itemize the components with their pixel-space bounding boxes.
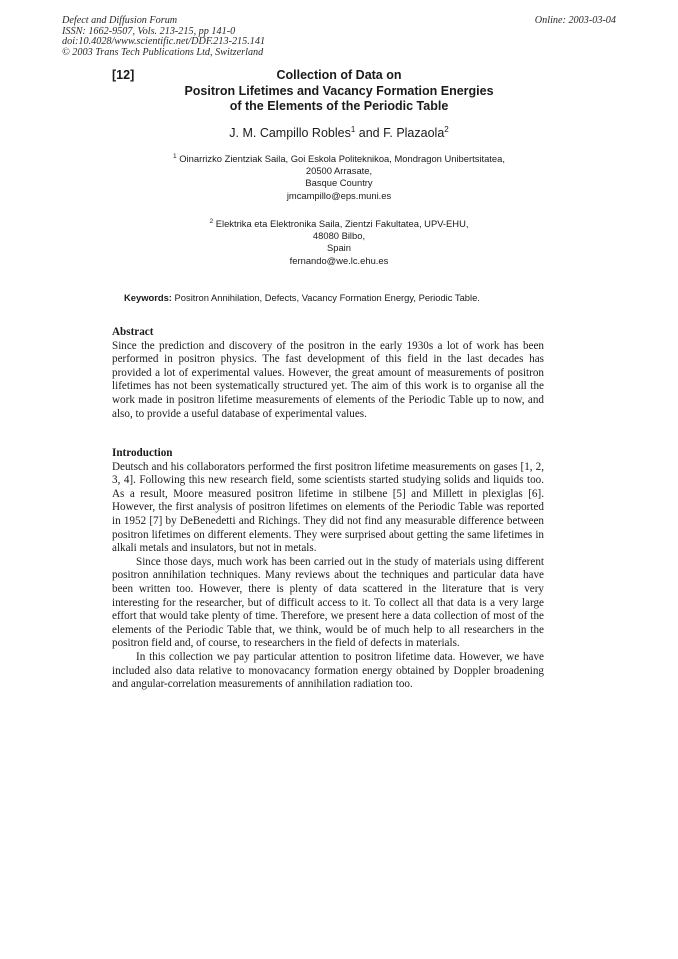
affiliation-city: 20500 Arrasate,	[305, 165, 373, 177]
author-name: J. M. Campillo Robles	[229, 126, 351, 140]
affiliation-mark: 2	[444, 124, 449, 134]
section-heading: Abstract	[112, 326, 154, 338]
affiliation-2	[112, 218, 566, 267]
copyright-line: © 2003 Trans Tech Publications Ltd, Switzerland	[62, 46, 264, 58]
abstract-section	[112, 326, 544, 421]
affiliation-email: jmcampillo@eps.muni.es	[286, 189, 392, 201]
title-line: Collection of Data on	[276, 68, 402, 82]
issn-line: ISSN: 1662-9507, Vols. 213-215, pp 141-0	[62, 25, 236, 37]
affiliation-email: fernando@we.lc.ehu.es	[289, 254, 389, 266]
reference-number: [12]	[112, 68, 135, 82]
affiliation-country: Spain	[327, 242, 351, 254]
journal-header	[62, 16, 422, 58]
online-date: Online: 2003-03-04	[534, 15, 616, 26]
keywords-text: Positron Annihilation, Defects, Vacancy Formation Energy, Periodic Table.	[174, 292, 480, 303]
body-paragraph: Since those days, much work has been carried out in the study of materials using different positron annihilation techniques. Many reviews about the techniques and particular data have been written too. However, there is plenty of data scattered in the literature that is very interesting for the researcher, but of difficult access to it. To collect all that data is a very large effort that would take plenty of time. Therefore, we present here a data collection of most of the elements of the Periodic Table that, we think, would be of much help to all researchers in the positron field and, of course, to researchers in the field of defects in materials.	[112, 555, 544, 650]
affiliation-city: 48080 Bilbo,	[312, 230, 366, 242]
author-list	[112, 126, 566, 140]
introduction-section	[112, 447, 544, 692]
abstract-paragraph: Since the prediction and discovery of the positron in the early 1930s a lot of work has been performed in positron physics. The fast development of this field in the last decades has provided a lot of experimental values. However, the great amount of measurements of positron lifetimes has not been systematically structured yet. The aim of this work is to organise all the work made in positron lifetime measurements of elements of the Periodic Table up to now, and also, to provide a useful database of experimental values.	[112, 339, 544, 420]
title-line: of the Elements of the Periodic Table	[229, 99, 449, 113]
author-conjunction: and	[358, 126, 380, 140]
affiliation-1	[112, 153, 566, 202]
keywords-label: Keywords:	[124, 292, 172, 303]
section-heading: Introduction	[112, 447, 173, 459]
title-line: Positron Lifetimes and Vacancy Formation Energies	[184, 83, 494, 98]
affiliation-department: Oinarrizko Zientziak Saila, Goi Eskola Politeknikoa, Mondragon Unibertsitatea,	[179, 153, 505, 164]
body-paragraph: Deutsch and his collaborators performed the first positron lifetime measurements on gases [1, 2, 3, 4]. Following this new research field, some scientists started studying solids and liquids too. As a result, Moore measured positron lifetime in stilbene [5] and Millett in plexiglas [6]. However, the first analysis of positron lifetimes on elements of the Periodic Table was reported in 1952 [7] by DeBenedetti and Richings. They did not find any measurable difference between positron lifetimes on different elements. They were surprised about getting the same lifetimes in alkali metals and insulators, but not in metals.	[112, 460, 544, 555]
journal-name: Defect and Diffusion Forum	[62, 15, 178, 26]
body-paragraph: In this collection we pay particular attention to positron lifetime data. However, we have included also data relative to monovacancy formation energy obtained by Doppler broadening and angular-correlation measurements of annihilation radiation too.	[112, 650, 544, 691]
author-name: F. Plazaola	[383, 126, 445, 140]
affiliation-mark: 2	[209, 217, 214, 225]
affiliation-department: Elektrika eta Elektronika Saila, Zientzi Fakultatea, UPV-EHU,	[215, 218, 469, 229]
paper-title	[112, 68, 566, 115]
doi-line: doi:10.4028/www.scientific.net/DDF.213-215.141	[62, 36, 266, 48]
affiliation-mark: 1	[350, 124, 356, 134]
affiliation-country: Basque Country	[305, 177, 373, 189]
affiliation-mark: 1	[173, 152, 177, 160]
keywords	[124, 292, 480, 303]
